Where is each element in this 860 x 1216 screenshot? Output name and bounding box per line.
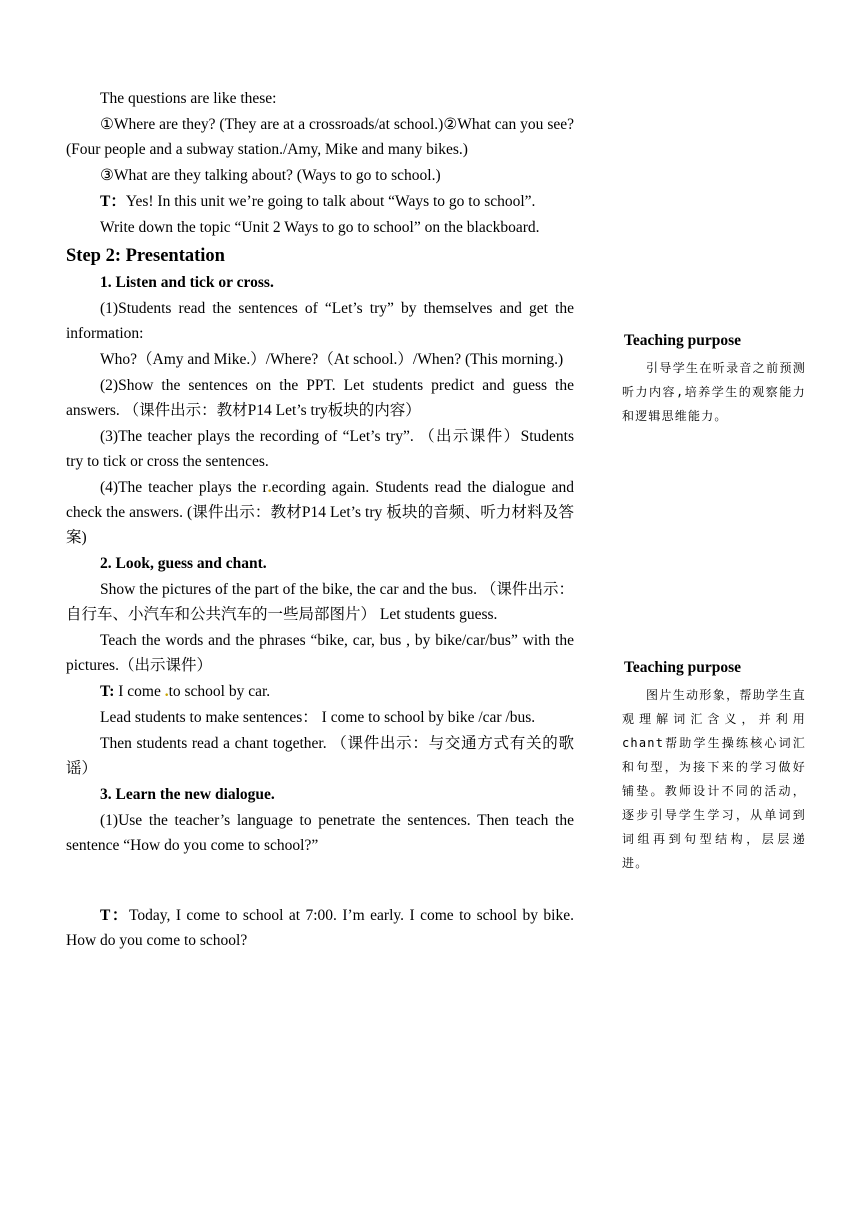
question-1-2: ①Where are they? (They are at a crossroads/at school.)②What can you see? (Four people and a subway station./Amy, Mike and many bikes.): [66, 116, 574, 158]
intro-text: The questions are like these:: [100, 90, 277, 107]
write-topic-text: Write down the topic “Unit 2 Ways to go to school” on the blackboard.: [100, 219, 540, 236]
para-5-end: ecording again. Students read the dialogue and check the answers. (课件出示：教材P14 Let’s try 板块的音频、听力材料及答案): [66, 479, 574, 546]
section-2-para-2: Teach the words and the phrases “bike, car, bus , by bike/car/bus” with the pictures.（出示课件）: [66, 632, 574, 674]
section-2-title: 2. Look, guess and chant.: [100, 555, 267, 572]
teacher-line-start: I come: [118, 683, 165, 700]
teacher-line-1: [66, 189, 574, 214]
section-3-para-1: (1)Use the teacher’s language to penetrate the sentences. Then teach the sentence “How do you come to school?”: [66, 812, 574, 854]
speaker-label: T：: [100, 193, 126, 210]
section-1-para-4: (3)The teacher plays the recording of “Let’s try”. （出示课件）Students try to tick or cross the sentences.: [66, 428, 574, 470]
teacher-line-text: Yes! In this unit we’re going to talk about “Ways to go to school”.: [125, 193, 536, 210]
section-1-para-3: (2)Show the sentences on the PPT. Let students predict and guess the answers. （课件出示：教材P14 Let’s try板块的内容）: [66, 377, 574, 419]
teacher-line-2: [66, 903, 574, 953]
section-1-title: 1. Listen and tick or cross.: [100, 274, 274, 291]
main-column: [66, 86, 574, 954]
note-title: Teaching purpose: [624, 659, 741, 676]
teaching-purpose-note-1: [622, 330, 806, 428]
step-heading: Step 2: Presentation: [66, 246, 225, 266]
speaker-label: T:: [100, 683, 115, 700]
section-1-para-2: Who?（Amy and Mike.）/Where?（At school.）/When? (This morning.): [100, 351, 564, 368]
section-1-para-1: (1)Students read the sentences of “Let’s try” by themselves and get the information:: [66, 300, 574, 342]
stray-mark: .: [267, 479, 272, 496]
speaker-label: T：: [100, 907, 129, 924]
section-1-para-5: [66, 475, 574, 550]
question-3: ③What are they talking about? (Ways to go to school.): [100, 167, 441, 184]
section-3-title: 3. Learn the new dialogue.: [100, 786, 275, 803]
note-text: 引导学生在听录音之前预测听力内容,培养学生的观察能力和逻辑思维能力。: [622, 361, 806, 423]
note-title: Teaching purpose: [624, 332, 741, 349]
teaching-purpose-note-2: [622, 657, 806, 875]
spacer: [66, 859, 574, 903]
section-2-para-4: Then students read a chant together. （课件出示：与交通方式有关的歌谣）: [66, 735, 574, 777]
note-text: 图片生动形象，帮助学生直观理解词汇含义，并利用chant帮助学生操练核心词汇和句型，为接下来的学习做好铺垫。教师设计不同的活动，逐步引导学生学习，从单词到词组再到句型结构，层层递进。: [622, 688, 806, 870]
section-2-para-3: Lead students to make sentences： I come to school by bike /car /bus.: [100, 709, 536, 726]
section-2-teacher-line: [66, 679, 574, 704]
stray-mark: .: [164, 683, 169, 700]
teacher-line-text: Today, I come to school at 7:00. I’m early. I come to school by bike. How do you come to school?: [66, 907, 574, 949]
para-5-start: (4)The teacher plays the r: [100, 479, 268, 496]
section-2-para-1: Show the pictures of the part of the bike, the car and the bus. （课件出示：自行车、小汽车和公共汽车的一些局部图片） Let students guess.: [66, 581, 574, 623]
teacher-line-end: to school by car.: [168, 683, 271, 700]
